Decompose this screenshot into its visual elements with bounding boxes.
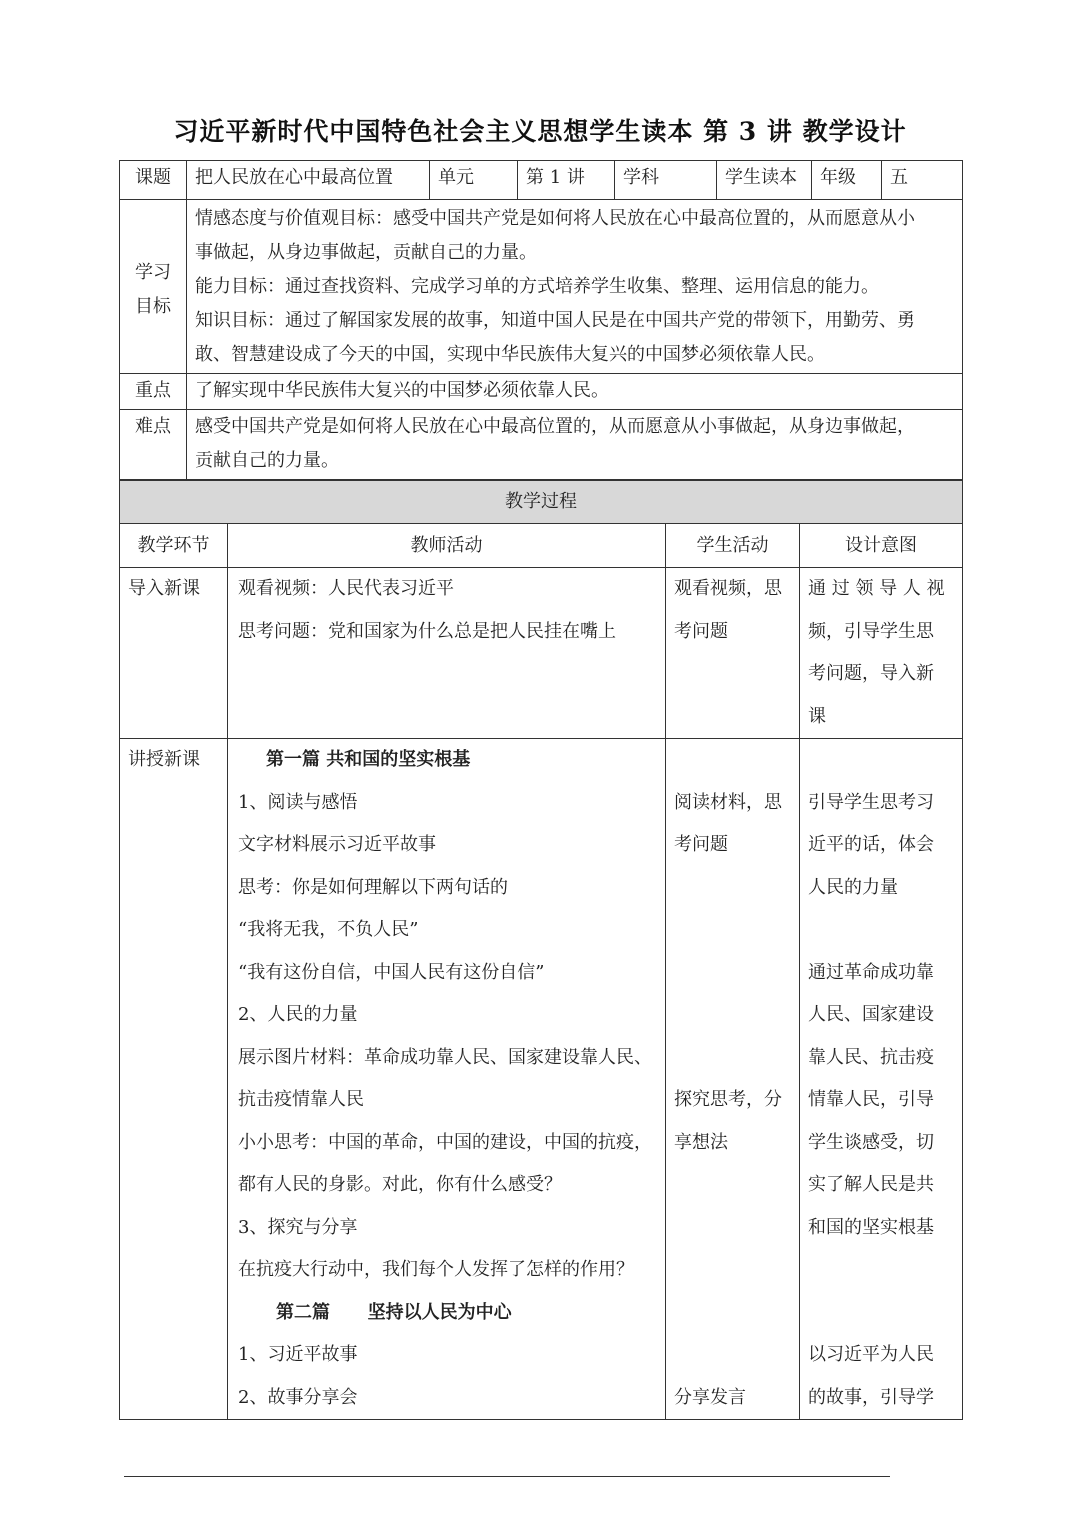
intro-intent-line: 频，引导学生思 <box>808 620 934 642</box>
teaching-process-table <box>119 480 963 1420</box>
new-teacher-line: 3、探究与分享 <box>238 1216 358 1238</box>
intro-student-line: 考问题 <box>674 620 728 642</box>
process-header-row <box>120 481 963 524</box>
column-header-teacher: 教师活动 <box>228 524 666 568</box>
intro-intent-line: 考问题，导入新 <box>808 663 934 684</box>
new-teacher-line: 1、阅读与感悟 <box>238 791 358 813</box>
section-heading: 第一篇 共和国的坚实根基 <box>266 749 471 770</box>
intro-intent <box>800 568 963 739</box>
new-student <box>666 739 800 1420</box>
intro-teacher-line: 观看视频：人民代表习近平 <box>238 578 454 599</box>
intro-teacher-line: 思考问题：党和国家为什么总是把人民挂在嘴上 <box>238 620 616 642</box>
difficulty-row <box>120 410 963 480</box>
quote-line: “我将无我，不负人民” <box>238 919 419 940</box>
new-teacher-line: 在抗疫大行动中，我们每个人发挥了怎样的作用？ <box>238 1259 634 1280</box>
objective-line: 能力目标：通过查找资料、完成学习单的方式培养学生收集、整理、运用信息的能力。 <box>195 276 879 297</box>
new-teacher-line: 小小思考：中国的革命，中国的建设，中国的抗疫， <box>238 1131 652 1153</box>
new-intent <box>800 739 963 1420</box>
objectives-text <box>187 200 963 374</box>
intro-intent-line: 通 过 领 导 人 视 <box>808 578 945 599</box>
column-header-intent: 设计意图 <box>800 524 963 568</box>
subject-label: 学科 <box>615 161 717 200</box>
new-student-line: 探究思考，分 <box>674 1089 782 1110</box>
new-intent-line: 靠人民、抗击疫 <box>808 1046 934 1068</box>
lesson-info-table <box>119 160 963 480</box>
difficulty-label: 难点 <box>120 410 187 480</box>
new-intent-line: 以习近平为人民 <box>808 1344 934 1365</box>
new-teacher-line: 展示图片材料：革命成功靠人民、国家建设靠人民、 <box>238 1046 652 1068</box>
key-point-label: 重点 <box>120 374 187 410</box>
new-student-line: 分享发言 <box>674 1386 746 1408</box>
topic-label: 课题 <box>120 161 187 200</box>
subject-value: 学生读本 <box>717 161 812 200</box>
objective-line: 敢、智慧建设成了今天的中国，实现中华民族伟大复兴的中国梦必须依靠人民。 <box>195 344 825 365</box>
quote-line: “我有这份自信，中国人民有这份自信” <box>238 961 545 983</box>
objective-line: 情感态度与价值观目标：感受中国共产党是如何将人民放在心中最高位置的，从而愿意从小 <box>195 208 915 229</box>
unit-label: 单元 <box>430 161 518 200</box>
new-student-line: 享想法 <box>674 1131 728 1153</box>
new-intent-line: 的故事，引导学 <box>808 1386 934 1408</box>
objectives-row <box>120 200 963 374</box>
grade-value: 五 <box>882 161 963 200</box>
intro-intent-line: 课 <box>808 705 826 727</box>
column-header-stage: 教学环节 <box>120 524 228 568</box>
new-intent-line: 和国的坚实根基 <box>808 1216 934 1238</box>
topic-value: 把人民放在心中最高位置 <box>187 161 430 200</box>
difficulty-line: 感受中国共产党是如何将人民放在心中最高位置的，从而愿意从小事做起，从身边事做起， <box>195 416 915 437</box>
new-student-line: 考问题 <box>674 834 728 855</box>
process-header: 教学过程 <box>120 481 963 524</box>
new-lesson-row <box>120 739 963 1420</box>
new-intent-line: 引导学生思考习 <box>808 791 934 813</box>
new-intent-line: 人民、国家建设 <box>808 1004 934 1025</box>
new-intent-line: 情靠人民，引导 <box>808 1089 934 1110</box>
difficulty-line: 贡献自己的力量。 <box>195 450 339 471</box>
new-teacher-line: 都有人民的身影。对此，你有什么感受？ <box>238 1174 562 1195</box>
intro-stage: 导入新课 <box>120 568 228 739</box>
new-teacher-line: 思考：你是如何理解以下两句话的 <box>238 876 508 898</box>
intro-student-line: 观看视频，思 <box>674 578 782 599</box>
new-intent-line: 实了解人民是共 <box>808 1174 934 1195</box>
new-stage: 讲授新课 <box>120 739 228 1420</box>
new-teacher-line: 2、故事分享会 <box>238 1386 358 1408</box>
new-teacher-line: 2、人民的力量 <box>238 1004 358 1025</box>
new-intent-line: 人民的力量 <box>808 876 898 898</box>
intro-student <box>666 568 800 739</box>
new-intent-line: 近平的话，体会 <box>808 834 934 855</box>
section-heading: 第二篇 坚持以人民为中心 <box>276 1301 512 1323</box>
footer-divider <box>124 1476 890 1477</box>
key-point-text: 了解实现中华民族伟大复兴的中国梦必须依靠人民。 <box>187 374 963 410</box>
new-teacher-line: 抗击疫情靠人民 <box>238 1089 364 1110</box>
grade-label: 年级 <box>812 161 882 200</box>
new-teacher <box>228 739 666 1420</box>
intro-teacher <box>228 568 666 739</box>
column-header-row <box>120 524 963 568</box>
intro-row <box>120 568 963 739</box>
new-teacher-line: 文字材料展示习近平故事 <box>238 834 436 855</box>
objectives-label: 学习 目标 <box>120 200 187 374</box>
key-point-row <box>120 374 963 410</box>
unit-value: 第 1 讲 <box>518 161 615 200</box>
new-intent-line: 学生谈感受，切 <box>808 1131 934 1153</box>
difficulty-text <box>187 410 963 480</box>
column-header-student: 学生活动 <box>666 524 800 568</box>
new-teacher-line: 1、习近平故事 <box>238 1344 358 1365</box>
objective-line: 事做起，从身边事做起，贡献自己的力量。 <box>195 242 537 263</box>
new-student-line: 阅读材料，思 <box>674 791 782 813</box>
info-row <box>120 161 963 200</box>
document-title: 习近平新时代中国特色社会主义思想学生读本 第 3 讲 教学设计 <box>173 117 907 146</box>
new-intent-line: 通过革命成功靠 <box>808 961 934 983</box>
objective-line: 知识目标：通过了解国家发展的故事，知道中国人民是在中国共产党的带领下，用勤劳、勇 <box>195 310 915 331</box>
